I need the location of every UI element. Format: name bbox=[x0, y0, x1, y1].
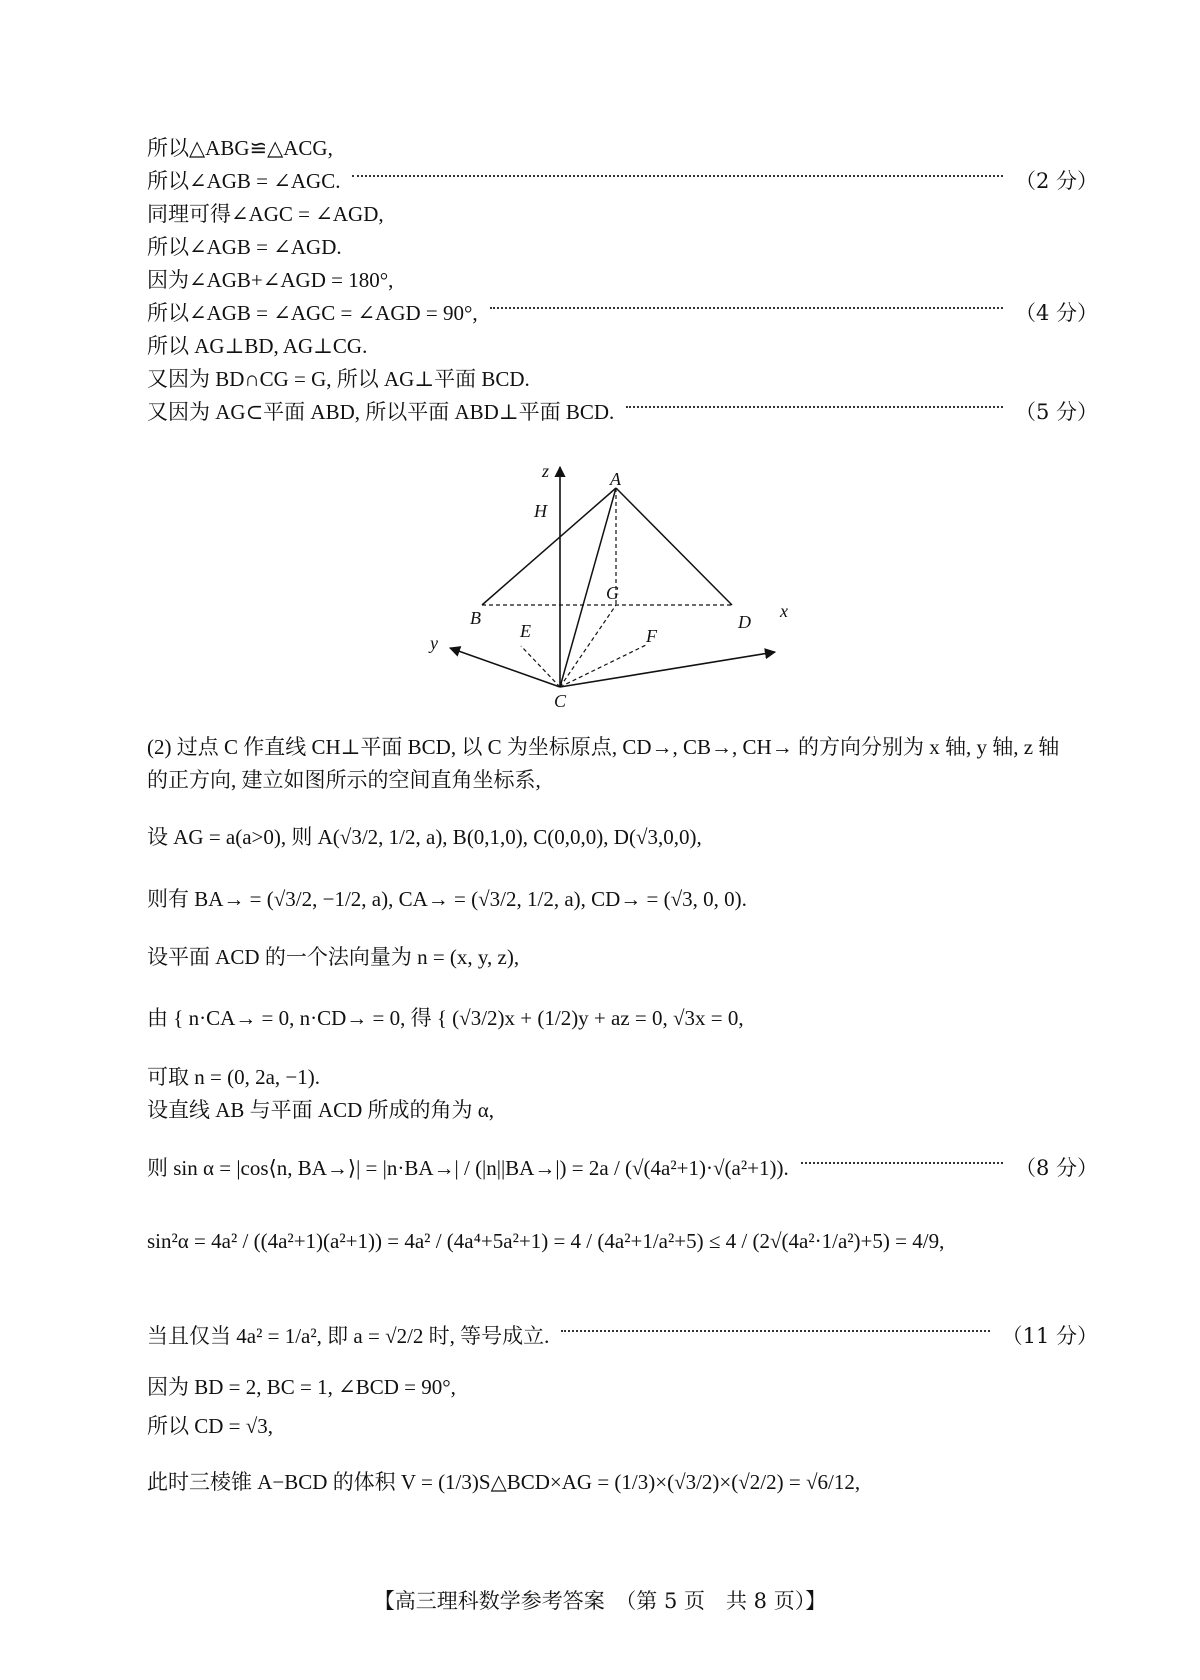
line-text: 可取 n = (0, 2a, −1). bbox=[147, 1065, 320, 1089]
edge-AD bbox=[616, 488, 732, 605]
line-text: 的正方向, 建立如图所示的空间直角坐标系, bbox=[147, 768, 541, 792]
x-axis bbox=[560, 652, 775, 687]
solution-line bbox=[147, 1153, 1098, 1183]
label-D: D bbox=[738, 612, 751, 632]
line-text: 所以∠AGB = ∠AGC = ∠AGD = 90°, bbox=[147, 301, 478, 325]
label-A: A bbox=[610, 469, 621, 489]
line-text: 则 sin α = |cos⟨n, BA→⟩| = |n·BA→| / (|n||BA→|) = 2a / (√(4a²+1)·√(a²+1)). bbox=[147, 1156, 789, 1180]
line-text: 设直线 AB 与平面 ACD 所成的角为 α, bbox=[147, 1098, 495, 1122]
score-label: （8 分） bbox=[1014, 1156, 1098, 1180]
label-H: H bbox=[534, 501, 547, 521]
line-text: 则有 BA→ = (√3/2, −1/2, a), CA→ = (√3/2, 1/2, a), CD→ = (√3, 0, 0). bbox=[147, 887, 747, 911]
solution-line bbox=[147, 133, 1098, 163]
line-text: 因为∠AGB+∠AGD = 180°, bbox=[147, 268, 394, 292]
solution-line bbox=[147, 1467, 1098, 1497]
solution-line bbox=[147, 732, 1098, 762]
score-label: （4 分） bbox=[1014, 301, 1098, 325]
page-footer: 【高三理科数学参考答案 （第 5 页 共 8 页）】 bbox=[373, 1589, 827, 1613]
leader-dots bbox=[801, 1162, 1003, 1164]
solution-line bbox=[147, 1226, 1098, 1256]
y-axis bbox=[450, 648, 560, 687]
line-text: sin²α = 4a² / ((4a²+1)(a²+1)) = 4a² / (4a⁴+5a²+1) = 4 / (4a²+1/a²+5) ≤ 4 / (2√(4a²·1/a²)+5) = 4/9, bbox=[147, 1229, 945, 1253]
solution-line bbox=[147, 1411, 1098, 1441]
score-label: （11 分） bbox=[1001, 1324, 1098, 1348]
label-F: F bbox=[646, 626, 657, 646]
solution-line bbox=[147, 331, 1098, 361]
solution-line bbox=[147, 232, 1098, 262]
line-text: 因为 BD = 2, BC = 1, ∠BCD = 90°, bbox=[147, 1375, 456, 1399]
solution-line bbox=[147, 364, 1098, 394]
line-text: 又因为 AG⊂平面 ABD, 所以平面 ABD⊥平面 BCD. bbox=[147, 400, 615, 424]
line-text: (2) 过点 C 作直线 CH⊥平面 BCD, 以 C 为坐标原点, CD→, CB→, CH→ 的方向分别为 x 轴, y 轴, z 轴 bbox=[147, 735, 1060, 759]
leader-dots bbox=[626, 406, 1003, 408]
solution-line bbox=[147, 166, 1098, 196]
line-text: 所以∠AGB = ∠AGD. bbox=[147, 235, 342, 259]
line-text: 又因为 BD∩CG = G, 所以 AG⊥平面 BCD. bbox=[147, 367, 530, 391]
edge-AB bbox=[482, 488, 616, 605]
line-text: 同理可得∠AGC = ∠AGD, bbox=[147, 202, 384, 226]
label-G: G bbox=[606, 583, 619, 603]
solution-line bbox=[147, 199, 1098, 229]
label-x: x bbox=[780, 601, 788, 621]
solution-line bbox=[147, 942, 1098, 972]
tetrahedron-figure bbox=[420, 455, 820, 710]
score-label: （5 分） bbox=[1014, 400, 1098, 424]
solution-line bbox=[147, 397, 1098, 427]
line-text: 所以 CD = √3, bbox=[147, 1414, 274, 1438]
score-label: （2 分） bbox=[1014, 169, 1098, 193]
line-text: 设平面 ACD 的一个法向量为 n = (x, y, z), bbox=[147, 945, 520, 969]
solution-line bbox=[147, 298, 1098, 328]
line-text: 设 AG = a(a>0), 则 A(√3/2, 1/2, a), B(0,1,0), C(0,0,0), D(√3,0,0), bbox=[147, 825, 702, 849]
segment-CG-dashed bbox=[560, 605, 616, 687]
solution-line bbox=[147, 1095, 1098, 1125]
line-text: 所以∠AGB = ∠AGC. bbox=[147, 169, 341, 193]
label-z: z bbox=[542, 461, 550, 481]
leader-dots bbox=[490, 307, 1003, 309]
solution-line bbox=[147, 884, 1098, 914]
solution-line bbox=[147, 765, 1098, 795]
solution-line bbox=[147, 1372, 1098, 1402]
line-text: 此时三棱锥 A−BCD 的体积 V = (1/3)S△BCD×AG = (1/3)×(√3/2)×(√2/2) = √6/12, bbox=[147, 1470, 861, 1494]
label-E: E bbox=[520, 621, 531, 641]
solution-line bbox=[147, 1062, 1098, 1092]
line-text: 所以△ABG≌△ACG, bbox=[147, 136, 333, 160]
label-B: B bbox=[470, 608, 481, 628]
solution-line bbox=[147, 265, 1098, 295]
solution-line bbox=[147, 1321, 1098, 1351]
leader-dots bbox=[352, 175, 1002, 177]
line-text: 所以 AG⊥BD, AG⊥CG. bbox=[147, 334, 368, 358]
line-text: 由 { n·CA→ = 0, n·CD→ = 0, 得 { (√3/2)x + (1/2)y + az = 0, √3x = 0, bbox=[147, 1006, 744, 1030]
line-text: 当且仅当 4a² = 1/a², 即 a = √2/2 时, 等号成立. bbox=[147, 1324, 550, 1348]
label-C: C bbox=[554, 691, 567, 710]
solution-line bbox=[147, 822, 1098, 852]
solution-line bbox=[147, 1003, 1098, 1033]
label-y: y bbox=[430, 633, 438, 653]
leader-dots bbox=[561, 1330, 989, 1332]
